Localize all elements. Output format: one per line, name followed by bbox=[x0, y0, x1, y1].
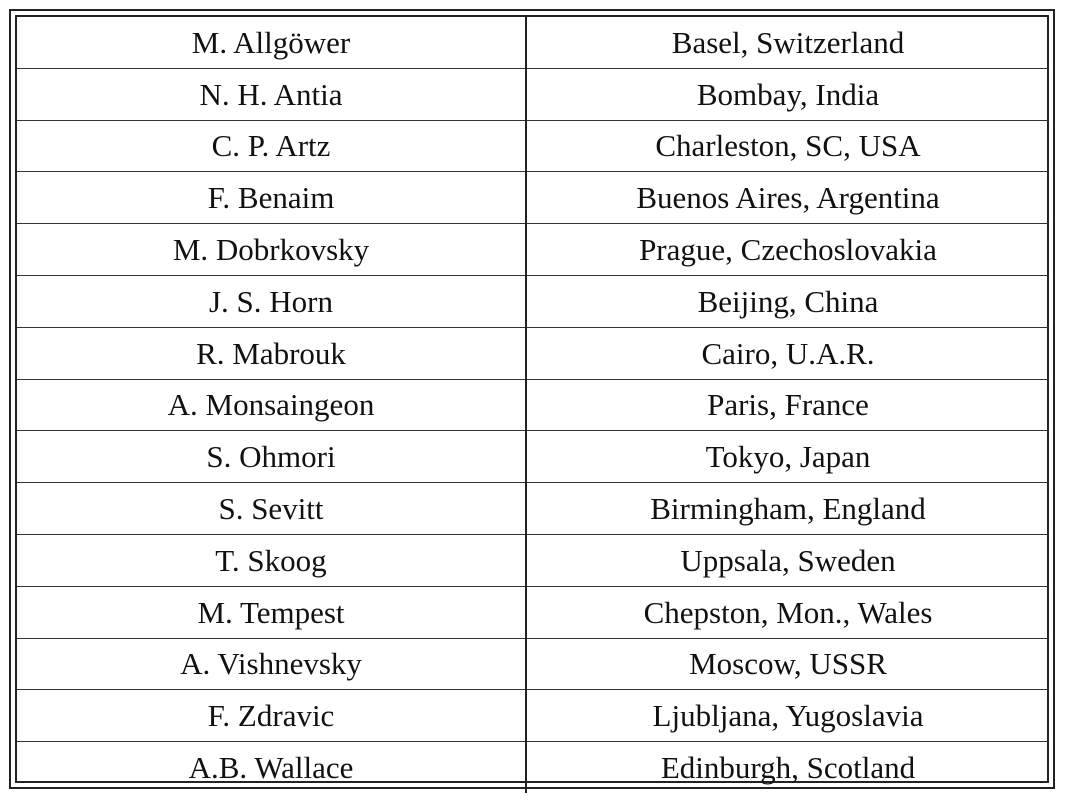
name-cell: M. Allgöwer bbox=[17, 17, 526, 68]
name-cell: S. Ohmori bbox=[17, 431, 526, 483]
name-cell: A.B. Wallace bbox=[17, 742, 526, 793]
table-row bbox=[17, 534, 1049, 586]
table-row bbox=[17, 17, 1049, 68]
table-body bbox=[17, 17, 1049, 793]
table-row bbox=[17, 586, 1049, 638]
location-cell: Chepston, Mon., Wales bbox=[526, 586, 1049, 638]
location-cell: Tokyo, Japan bbox=[526, 431, 1049, 483]
location-cell: Beijing, China bbox=[526, 275, 1049, 327]
table-row bbox=[17, 483, 1049, 535]
location-cell: Edinburgh, Scotland bbox=[526, 742, 1049, 793]
name-cell: J. S. Horn bbox=[17, 275, 526, 327]
table-row bbox=[17, 742, 1049, 793]
location-cell: Buenos Aires, Argentina bbox=[526, 172, 1049, 224]
table-row bbox=[17, 638, 1049, 690]
name-cell: F. Benaim bbox=[17, 172, 526, 224]
location-cell: Charleston, SC, USA bbox=[526, 120, 1049, 172]
name-cell: A. Vishnevsky bbox=[17, 638, 526, 690]
table-row bbox=[17, 275, 1049, 327]
name-cell: S. Sevitt bbox=[17, 483, 526, 535]
name-cell: C. P. Artz bbox=[17, 120, 526, 172]
location-cell: Basel, Switzerland bbox=[671, 24, 905, 60]
name-cell: T. Skoog bbox=[17, 534, 526, 586]
table-row bbox=[17, 224, 1049, 276]
table-row bbox=[17, 327, 1049, 379]
people-location-table bbox=[17, 17, 1049, 793]
name-cell: R. Mabrouk bbox=[17, 327, 526, 379]
name-cell: F. Zdravic bbox=[17, 690, 526, 742]
location-cell: Birmingham, England bbox=[526, 483, 1049, 535]
table-row bbox=[17, 120, 1049, 172]
table-row bbox=[17, 379, 1049, 431]
location-cell: Moscow, USSR bbox=[526, 638, 1049, 690]
location-cell: Uppsala, Sweden bbox=[526, 534, 1049, 586]
table-row bbox=[17, 68, 1049, 120]
name-cell: M. Tempest bbox=[17, 586, 526, 638]
location-cell: Paris, France bbox=[526, 379, 1049, 431]
location-cell: Bombay, India bbox=[526, 68, 1049, 120]
table-row bbox=[17, 690, 1049, 742]
location-cell: Cairo, U.A.R. bbox=[526, 327, 1049, 379]
table-row bbox=[17, 431, 1049, 483]
location-cell: Ljubljana, Yugoslavia bbox=[526, 690, 1049, 742]
table-row bbox=[17, 172, 1049, 224]
name-cell: N. H. Antia bbox=[17, 68, 526, 120]
name-cell: A. Monsaingeon bbox=[17, 379, 526, 431]
location-cell: Prague, Czechoslovakia bbox=[526, 224, 1049, 276]
name-cell: M. Dobrkovsky bbox=[17, 224, 526, 276]
